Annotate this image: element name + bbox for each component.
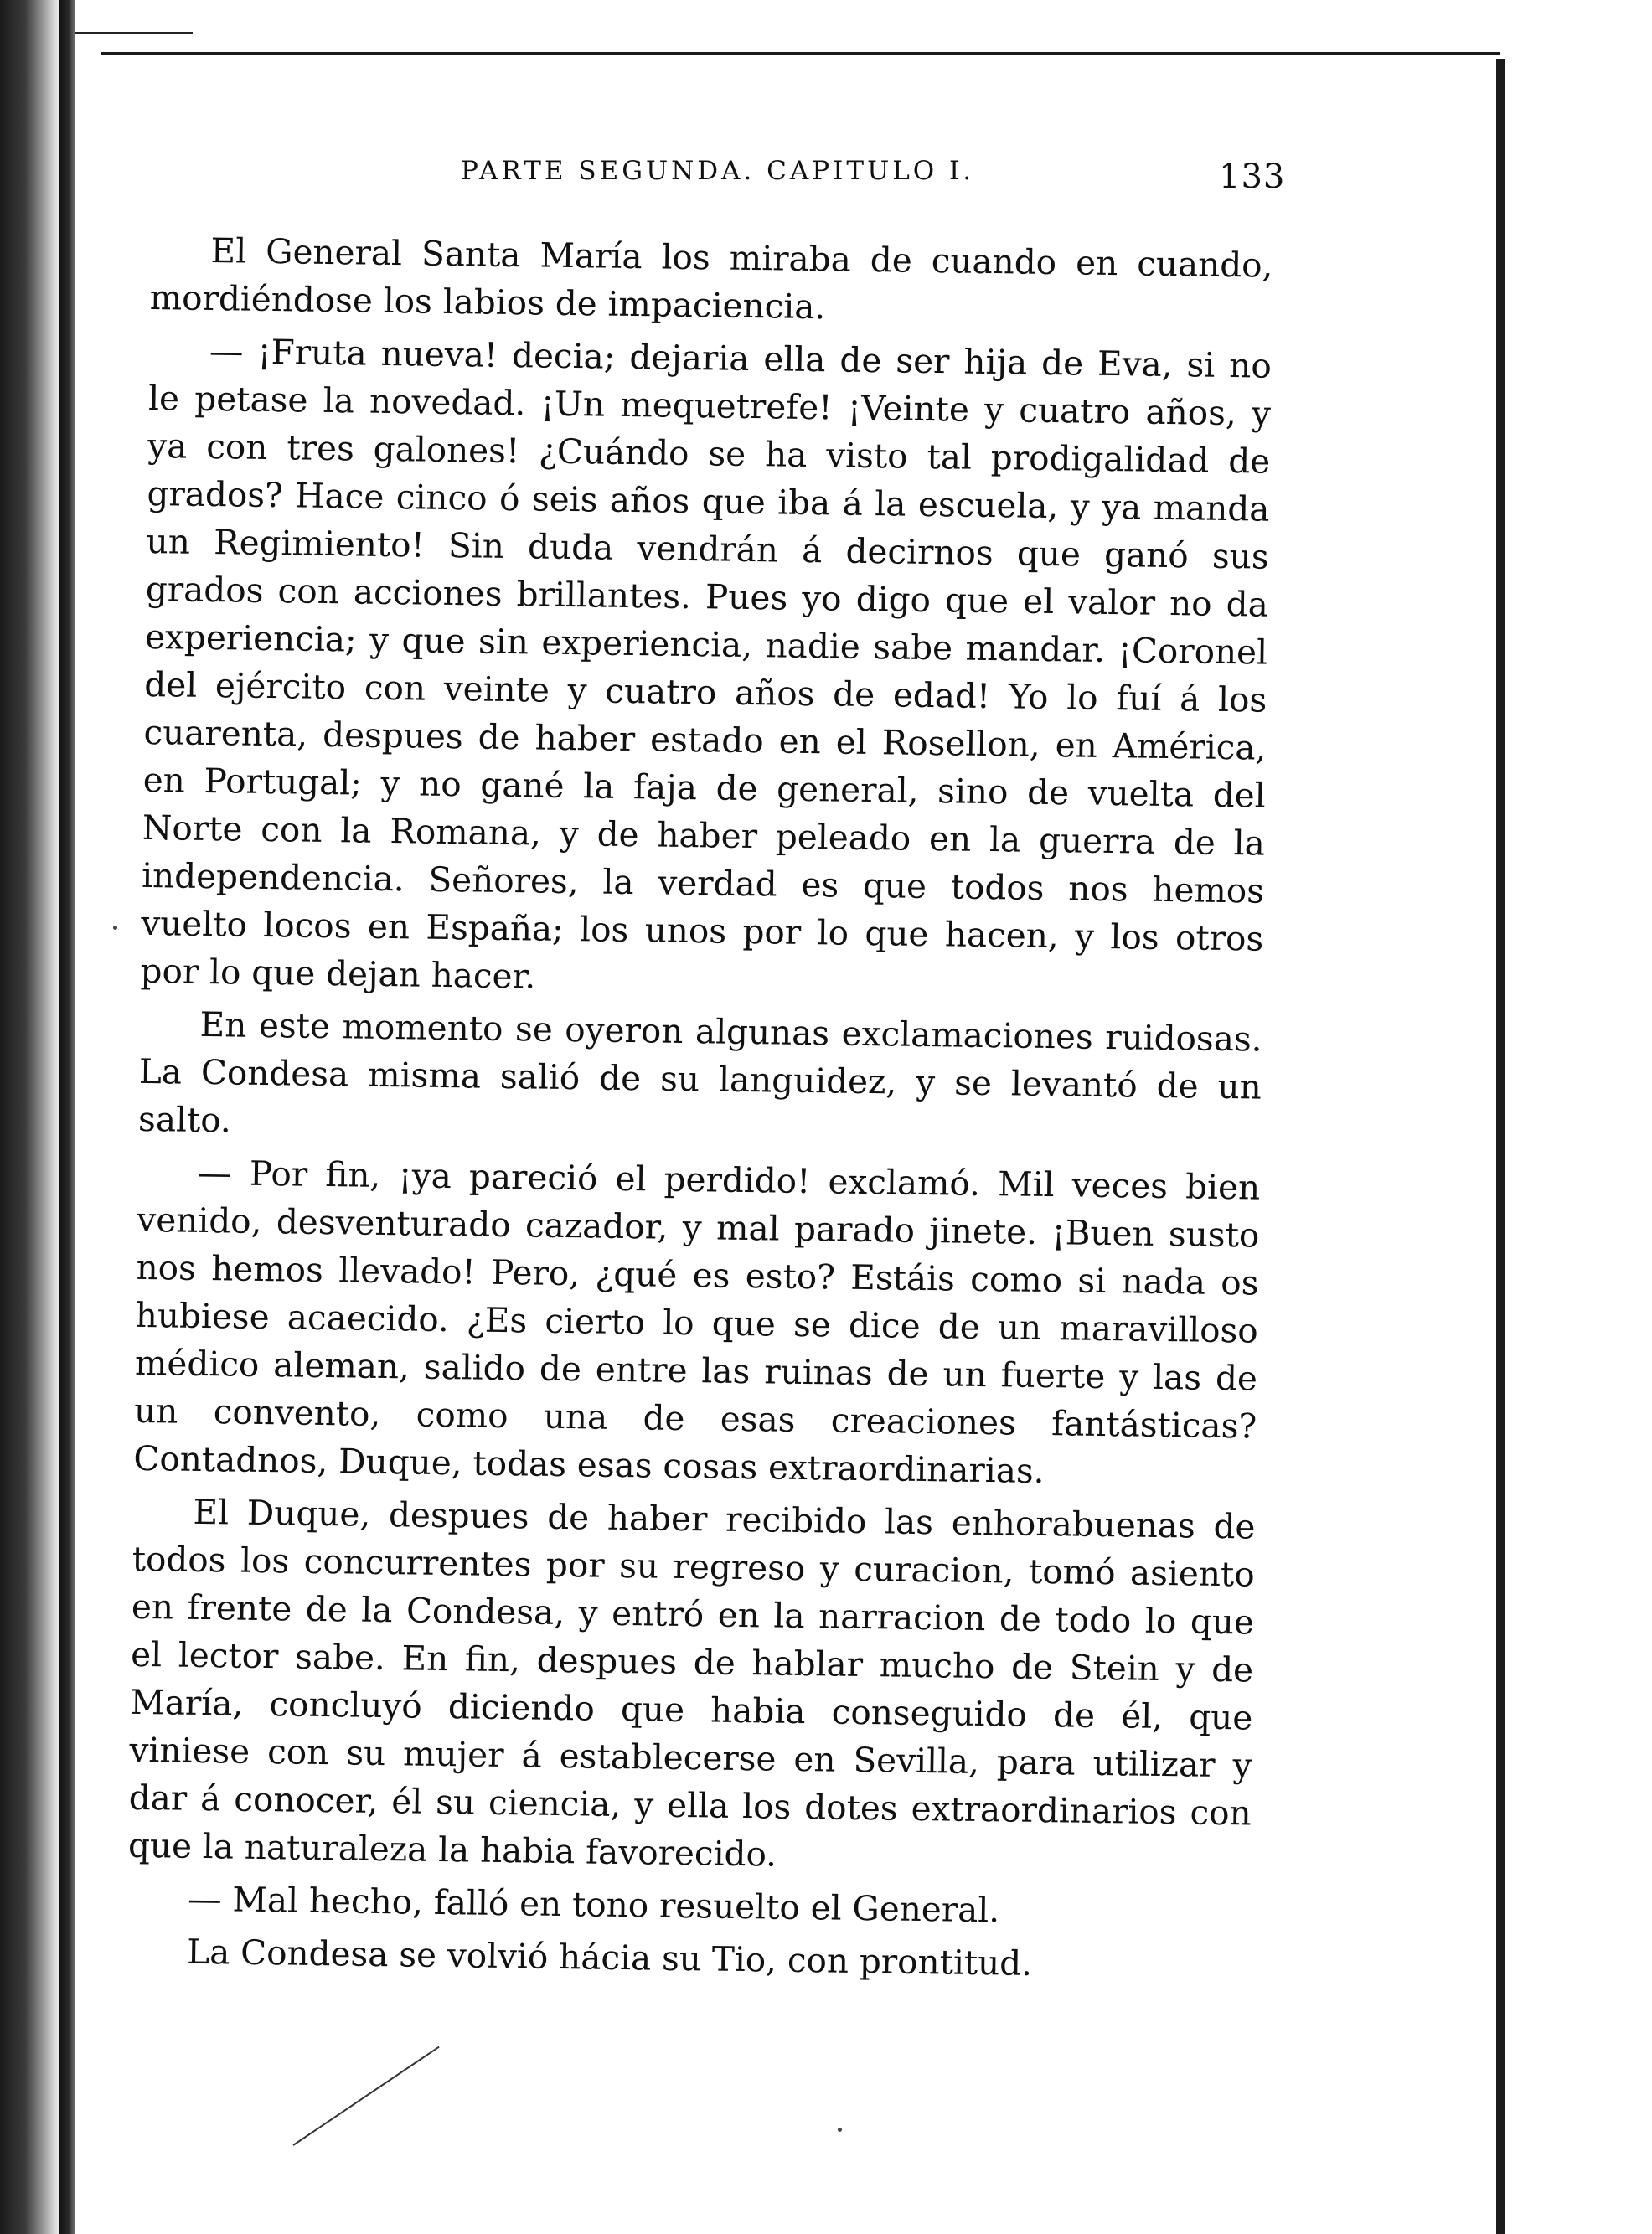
paragraph: En este momento se oyeron algunas exclamaciones ruidosas. La Condesa misma salió de su languidez, y se levantó de un salto. [137,1003,1262,1141]
paragraph: La Condesa se volvió hácia su Tio, con prontitud. [186,1931,1033,1984]
page-number: 133 [1219,157,1286,196]
binding-shadow [0,0,65,2234]
scan-artifact-line [75,32,193,34]
stray-dot [113,926,117,930]
paragraph: El Duque, despues de haber recibido las enhorabuenas de todos los concurrentes por su regreso y curacion, tomó asiento en frente de la Condesa, y entró en la narracion de todo lo que el lector sabe. En fin, despues de hablar mucho de Stein y de María, concluyó diciendo que habia conseguido de él, que viniese con su mujer á establecerse en Sevilla, para utilizar y dar á conocer, él su ciencia, y ella los dotes extraordinarios con que la naturaleza la habia favorecido. [127,1491,1256,1875]
paragraph: El General Santa María los miraba de cuando en cuando, mordiéndose los labios de impaciencia. [149,230,1273,328]
stray-dot [838,2128,842,2132]
right-margin [1505,59,1652,2234]
page-top-edge [101,52,1500,55]
page-right-edge [1496,59,1505,2234]
paragraph: — ¡Fruta nueva! decia; dejaria ella de ser hija de Eva, si no le petase la novedad. ¡Un mequetrefe! ¡Veinte y cuatro años, y ya con tres galones! ¿Cuándo se ha visto tal prodigalidad de grados? Hace cinco ó seis años que iba á la escuela, y ya manda un Regimiento! Sin duda vendrán á decirnos que ganó sus grados con acciones brillantes. Pues yo digo que el valor no da experiencia; y que sin experiencia, nadie sabe mandar. ¡Coronel del ejército con veinte y cuatro años de edad! Yo lo fuí á los cuarenta, despues de haber estado en el Rosellon, en América, en Portugal; y no gané la faja de general, sino de vuelta del Norte con la Romana, y de haber peleado en la guerra de la independencia. Señores, la verdad es que todos nos hemos vuelto locos en España; los unos por lo que hacen, y los otros por lo que dejan hacer. [140,330,1273,997]
body-text [126,226,1273,1996]
binding-edge [59,0,75,2234]
paragraph: — Mal hecho, falló en tono resuelto el General. [187,1878,1000,1931]
running-head: PARTE SEGUNDA. CAPITULO I. [461,156,975,186]
paragraph: — Por fin, ¡ya pareció el perdido! exclamó. Mil veces bien venido, desventurado cazador, y mal parado jinete. ¡Buen susto nos hemos llevado! Pero, ¿qué es esto? Estáis como si nada os hubiese acaecido. ¿Es cierto lo que se dice de un maravilloso médico aleman, salido de entre las ruinas de un fuerte y las de un convento, como una de esas creaciones fantásticas? Contadnos, Duque, todas esas cosas extraordinarias. [133,1152,1261,1492]
page-header [159,151,1290,209]
